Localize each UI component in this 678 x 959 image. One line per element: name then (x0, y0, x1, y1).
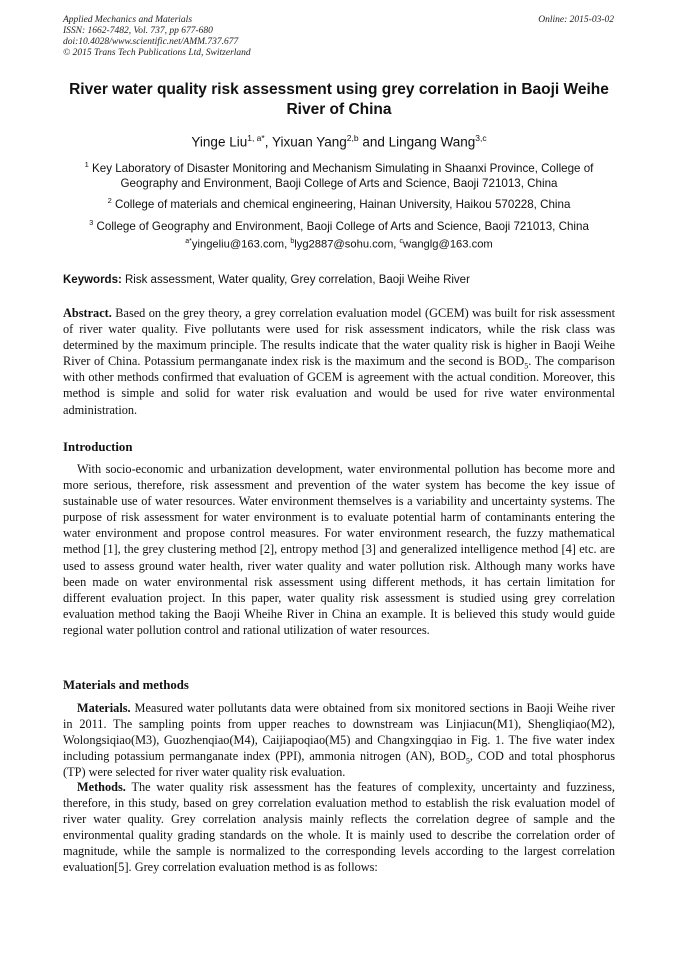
methods-paragraph (63, 779, 615, 876)
materials-text-continued: , COD and total phosphorus (TP) were selected for river water quality risk evaluation. (63, 749, 615, 780)
author-affil-mark: 1, a* (247, 133, 265, 143)
email-mark: a* (185, 238, 192, 245)
email-mark: c (399, 238, 404, 245)
keywords-line (63, 273, 615, 287)
abstract-label: Abstract. (63, 306, 112, 320)
keywords-text: Risk assessment, Water quality, Grey correlation, Baoji Weihe River (125, 274, 470, 286)
affiliation-3 (63, 215, 615, 234)
email-line: $^{a*}$yingeliu@163.com, $^b$lyg2887@sohu.com, $^c$wanglg@163.com (185, 238, 493, 251)
affiliation-2 (63, 193, 615, 212)
intro-paragraph: With socio-economic and urbanization development, water environmental pollution has become more and more serious, therefore, risk assessment and prevention of the water system has become the key issue of sustainable use of water resources. Water environment themselves is a variability and uncertainty systems. The purpose of risk assessment for water environment is to evaluate potential harm of contaminants entering the water environment and propose control measures. For water environment research, the fuzzy mathematical method [1], the grey clustering method [2], entropy method [3] and generalized intelligence method [4] etc. are used to assess ground water health, river water quality and water pollution risk. Although many works have been made on water environmental risk assessment using different methods, it has certain limitation for different evaluation project. In this paper, water quality risk assessment is studied using grey correlation evaluation method taking the Baoji Wheihe River in China an example. It is believed this study would guide regional water pollution control and rational utilization of water resources. (63, 462, 615, 637)
materials-paragraph (63, 700, 615, 780)
methods-text: The water quality risk assessment has the features of complexity, uncertainty and fuzziness, therefore, in this study, based on grey correlation evaluation method to establish the risk evaluation model of river water quality. Grey correlation analysis mainly reflects the correlation degree of sample and the environmental quality grading standards on the whole. It is mainly used to describe the correlation order of magnitude, while the sample is normalized to the corresponding levels according to the largest correlation evaluation[5]. Grey correlation evaluation method is as follows: (63, 780, 615, 875)
email-mark: b (290, 238, 295, 245)
author-separator: , (264, 134, 272, 150)
email-address[interactable]: wanglg@163.com (403, 238, 493, 251)
affiliation-number: 3 (89, 218, 94, 227)
methods-heading: Materials and methods (63, 678, 189, 692)
affiliation-number: 1 (84, 160, 89, 169)
author-name: Lingang Wang (388, 134, 476, 150)
author-name: Yixuan Yang (271, 134, 347, 150)
materials-text: Measured water pollutants data were obtained from six monitored sections in Baoji Weihe river in 2011. The sampling points from upper reaches to downstream was Linjiacun(M1), Shengliqiao(M2), Wolongsiqiao(M3), Guozhenqiao(M4), Caijiapoqiao(M5) and Changxingqiao in Fig. 1. The five water index including potassium permanganate index (PPI), ammonia nitrogen (AN), BOD (63, 701, 615, 764)
journal-header (63, 15, 614, 59)
author-affil-mark: 3,c (475, 133, 487, 143)
materials-subscript: 5 (465, 756, 470, 766)
journal-name: Applied Mechanics and Materials (63, 15, 193, 25)
author-line (63, 129, 615, 152)
materials-label: Materials. (77, 701, 131, 715)
doi-line: doi:10.4028/www.scientific.net/AMM.737.677 (63, 37, 239, 47)
paper-title: River water quality risk assessment using grey correlation in Baoji Weihe River of China (69, 81, 609, 118)
copyright-line: © 2015 Trans Tech Publications Ltd, Switzerland (63, 48, 251, 58)
online-date: Online: 2015-03-02 (538, 15, 614, 25)
affiliation-number: 2 (107, 196, 112, 205)
abstract-text-continued: . The comparison with other methods confirmed that evaluation of GCEM is agreement with the actual condition. Moreover, this method is simple and solid for water risk evaluation and would be used for rive water environmental administration. (63, 354, 615, 417)
email-address[interactable]: yingeliu@163.com (191, 238, 285, 251)
keywords-label: Keywords: (63, 274, 122, 286)
abstract-text: Based on the grey theory, a grey correlation evaluation model (GCEM) was built for risk assessment of river water quality. Five pollutants were used for risk assessment indicators, while the risk class was determined by the maximum principle. The results indicate that the water quality risk is higher in Baoji Weihe River of China. Potassium permanganate index risk is the maximum and the second is BOD (63, 306, 615, 369)
affiliation-text: College of Geography and Environment, Baoji College of Arts and Science, Baoji 721013, China (96, 219, 589, 233)
intro-heading: Introduction (63, 440, 133, 454)
author-affil-mark: 2,b (346, 133, 359, 143)
affiliation-text: College of materials and chemical engineering, Hainan University, Haikou 570228, China (114, 197, 571, 211)
author-name: Yinge Liu (191, 134, 248, 150)
author-separator: and (358, 134, 389, 150)
abstract-paragraph (63, 305, 615, 418)
affiliation-1 (63, 157, 615, 192)
issn-line: ISSN: 1662-7482, Vol. 737, pp 677-680 (63, 26, 213, 36)
methods-label: Methods. (77, 780, 126, 794)
email-address[interactable]: lyg2887@sohu.com (294, 238, 394, 251)
affiliation-text: Key Laboratory of Disaster Monitoring and Mechanism Simulating in Shaanxi Province, College of Geography and Environment, Baoji College of Arts and Science, Baoji 721013, China (92, 161, 594, 191)
abstract-subscript: 5 (524, 361, 529, 371)
